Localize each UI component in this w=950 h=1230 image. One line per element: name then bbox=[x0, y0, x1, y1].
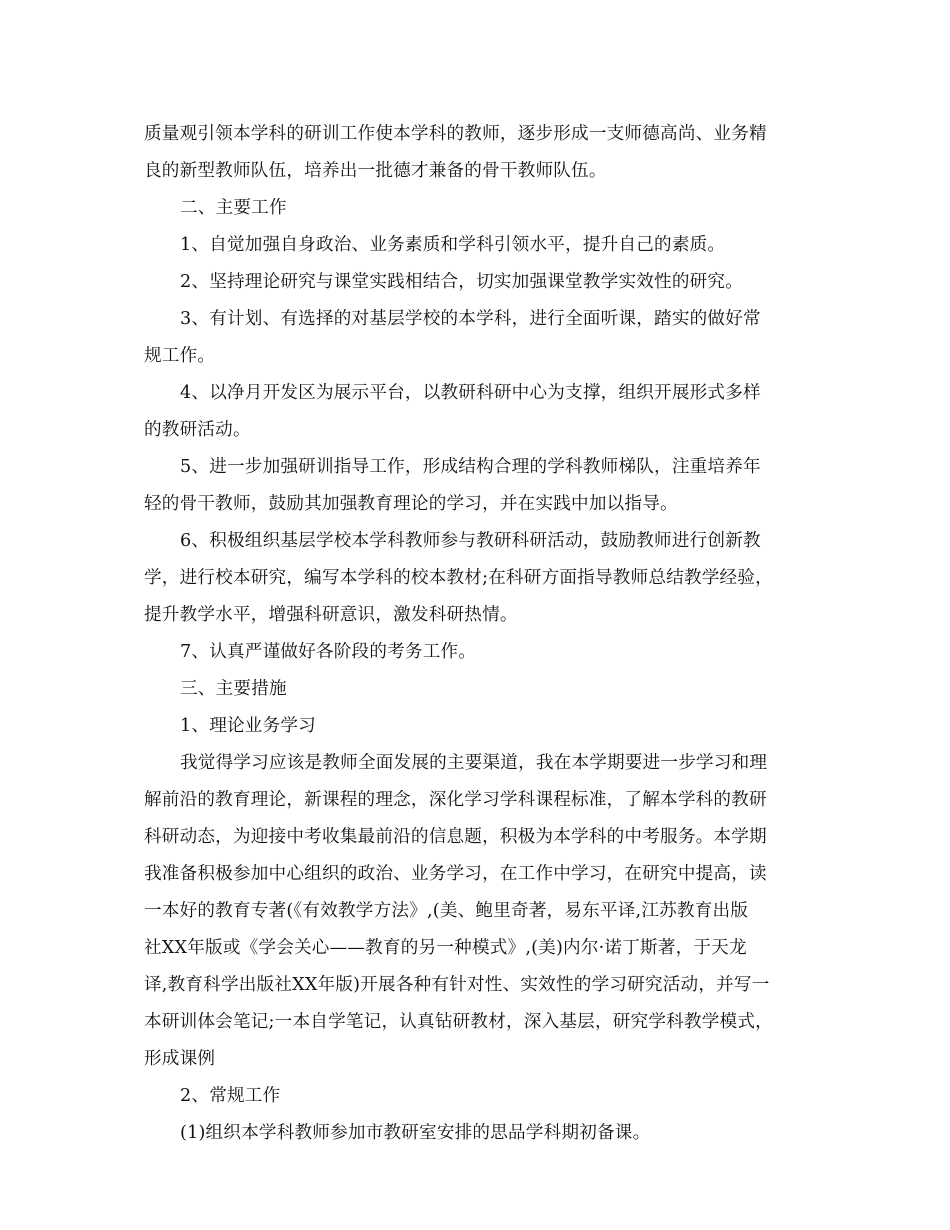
text-line: 解前沿的教育理论，新课程的理念，深化学习学科课程标准，了解本学科的教研 bbox=[144, 790, 767, 810]
text-line: 本研训体会笔记;一本自学笔记，认真钻研教材，深入基层，研究学科教学模式， bbox=[144, 1012, 773, 1032]
text-line: 译,教育科学出版社XX年版)开展各种有针对性、实效性的学习研究活动，并写一 bbox=[144, 975, 770, 995]
text-line: 4、以净月开发区为展示平台，以教研科研中心为支撑，组织开展形式多样 bbox=[180, 383, 761, 403]
text-line: (1)组织本学科教师参加市教研室安排的思品学科期初备课。 bbox=[180, 1123, 651, 1143]
text-line: 社XX年版或《学会关心——教育的另一种模式》,(美)内尔·诺丁斯著，于天龙 bbox=[144, 938, 747, 958]
text-line: 的教研活动。 bbox=[144, 420, 251, 440]
document-body bbox=[144, 116, 804, 1152]
section-heading: 二、主要工作 bbox=[180, 198, 287, 218]
subsection-heading: 2、常规工作 bbox=[180, 1086, 281, 1106]
text-line: 1、自觉加强自身政治、业务素质和学科引领水平，提升自己的素质。 bbox=[180, 235, 726, 255]
text-line: 6、积极组织基层学校本学科教师参与教研科研活动，鼓励教师进行创新教 bbox=[180, 531, 761, 551]
text-line: 科研动态，为迎接中考收集最前沿的信息题，积极为本学科的中考服务。本学期 bbox=[144, 827, 767, 847]
text-line: 提升教学水平，增强科研意识，激发科研热情。 bbox=[144, 605, 518, 625]
text-line: 学，进行校本研究，编写本学科的校本教材;在科研方面指导教师总结教学经验， bbox=[144, 568, 773, 588]
section-heading: 三、主要措施 bbox=[180, 679, 287, 699]
text-line: 轻的骨干教师，鼓励其加强教育理论的学习，并在实践中加以指导。 bbox=[144, 494, 678, 514]
text-line: 我准备积极参加中心组织的政治、业务学习，在工作中学习，在研究中提高，读 bbox=[144, 864, 767, 884]
text-line: 规工作。 bbox=[144, 346, 216, 366]
text-line: 形成课例 bbox=[144, 1049, 216, 1069]
text-line: 2、坚持理论研究与课堂实践相结合，切实加强课堂教学实效性的研究。 bbox=[180, 272, 744, 292]
text-line: 一本好的教育专著(《有效教学方法》,(美、鲍里奇著，易东平译,江苏教育出版 bbox=[144, 901, 749, 921]
text-line: 3、有计划、有选择的对基层学校的本学科，进行全面听课，踏实的做好常 bbox=[180, 309, 761, 329]
text-line: 7、认真严谨做好各阶段的考务工作。 bbox=[180, 642, 477, 662]
text-line: 我觉得学习应该是教师全面发展的主要渠道，我在本学期要进一步学习和理 bbox=[180, 753, 768, 773]
text-line: 良的新型教师队伍，培养出一批德才兼备的骨干教师队伍。 bbox=[144, 161, 607, 181]
text-line: 质量观引领本学科的研训工作使本学科的教师，逐步形成一支师德高尚、业务精 bbox=[144, 124, 767, 144]
subsection-heading: 1、理论业务学习 bbox=[180, 716, 316, 736]
text-line: 5、进一步加强研训指导工作，形成结构合理的学科教师梯队，注重培养年 bbox=[180, 457, 761, 477]
